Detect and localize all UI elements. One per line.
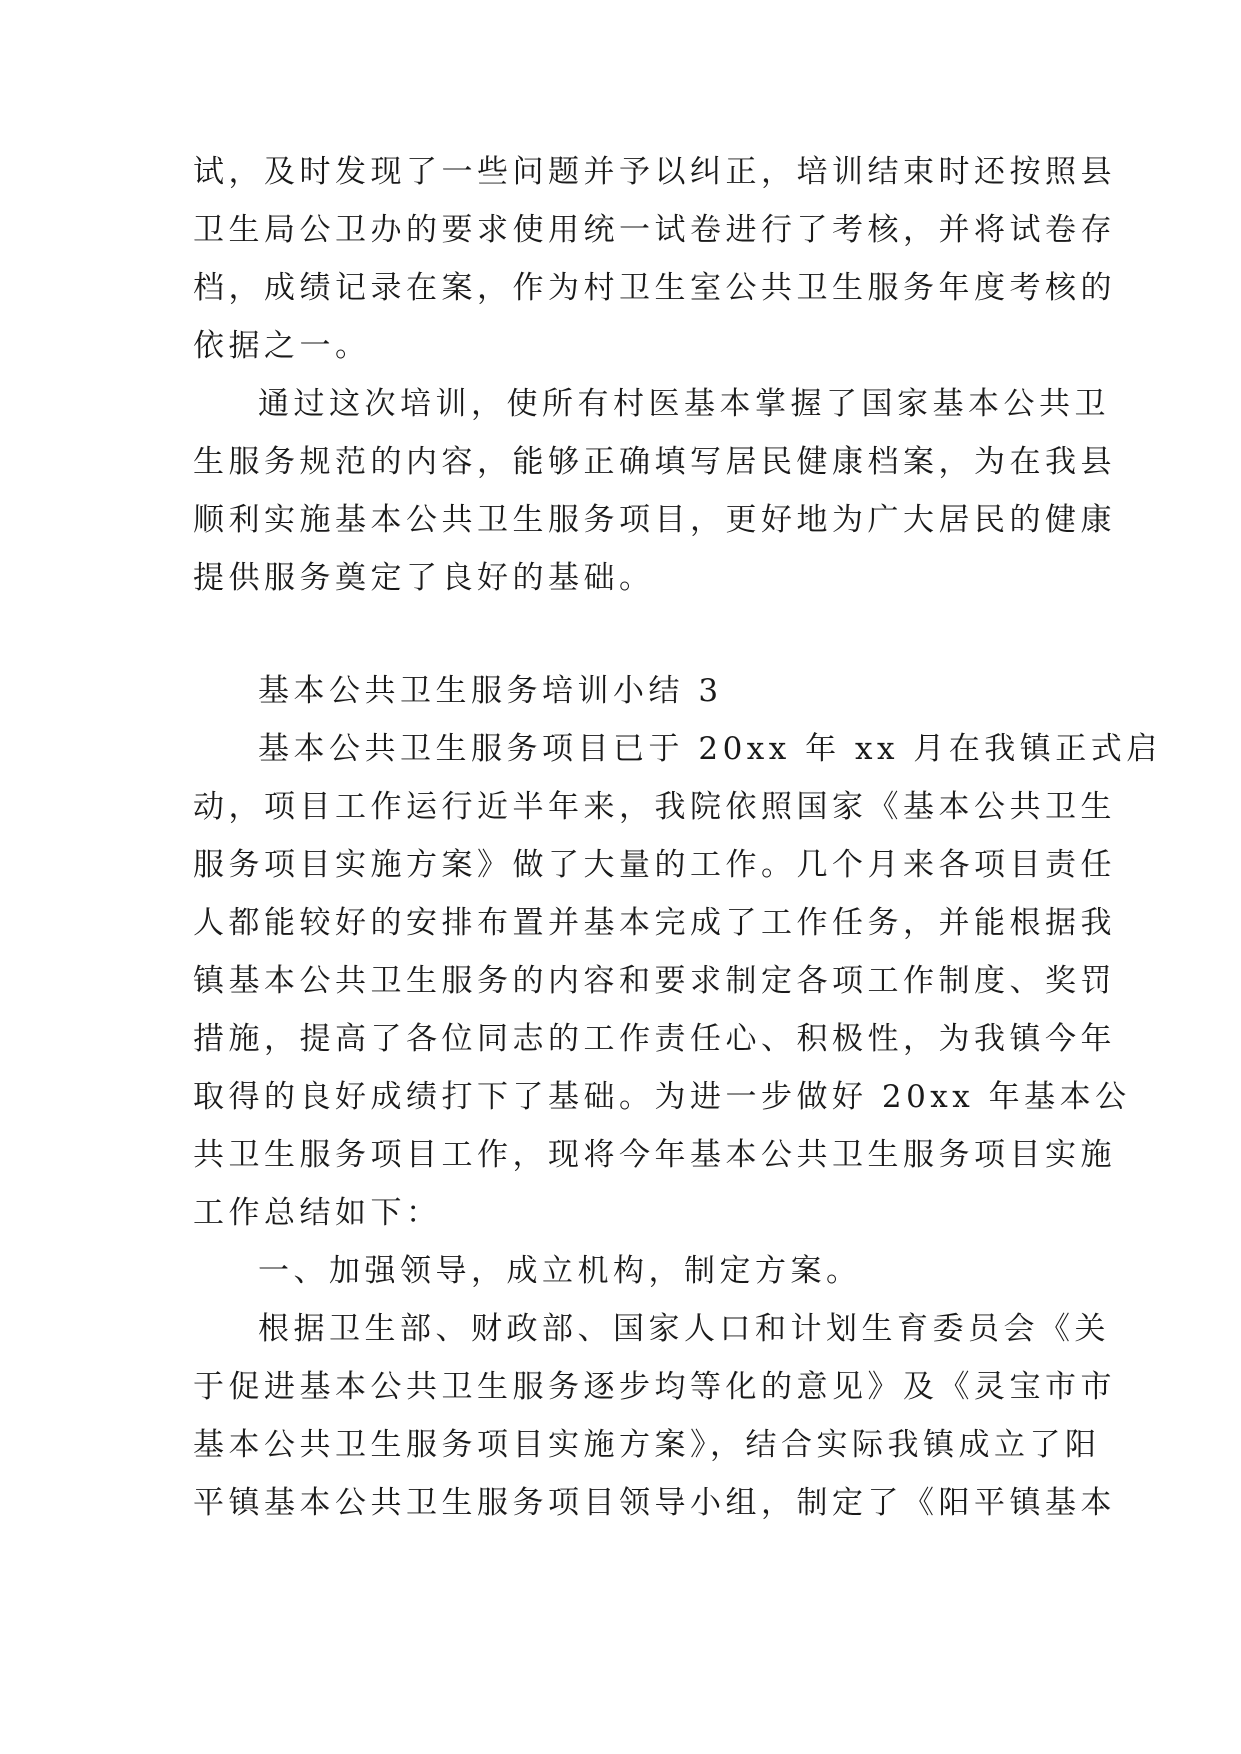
paragraph-2-line-4: 提供服务奠定了良好的基础。 <box>193 560 655 596</box>
paragraph-4-line-1: 根据卫生部、财政部、国家人口和计划生育委员会《关 <box>258 1311 1110 1347</box>
paragraph-3-line-7: 取得的良好成绩打下了基础。为进一步做好 20xx 年基本公 <box>193 1079 1131 1115</box>
paragraph-1-line-1: 试，及时发现了一些问题并予以纠正，培训结束时还按照县 <box>193 154 1116 190</box>
paragraph-1-line-2: 卫生局公卫办的要求使用统一试卷进行了考核，并将试卷存 <box>193 212 1116 248</box>
paragraph-2-line-1: 通过这次培训，使所有村医基本掌握了国家基本公共卫 <box>258 386 1110 422</box>
paragraph-3-line-5: 镇基本公共卫生服务的内容和要求制定各项工作制度、奖罚 <box>193 963 1116 999</box>
paragraph-2-line-3: 顺利实施基本公共卫生服务项目，更好地为广大居民的健康 <box>193 502 1116 538</box>
paragraph-3-line-9: 工作总结如下： <box>193 1195 442 1231</box>
paragraph-1-line-3: 档，成绩记录在案，作为村卫生室公共卫生服务年度考核的 <box>193 270 1116 306</box>
paragraph-3-line-2: 动，项目工作运行近半年来，我院依照国家《基本公共卫生 <box>193 789 1116 825</box>
paragraph-3-line-8: 共卫生服务项目工作，现将今年基本公共卫生服务项目实施 <box>193 1137 1116 1173</box>
paragraph-3-line-6: 措施，提高了各位同志的工作责任心、积极性，为我镇今年 <box>193 1021 1116 1057</box>
paragraph-3-line-3: 服务项目实施方案》做了大量的工作。几个月来各项目责任 <box>193 847 1116 883</box>
paragraph-4-line-4: 平镇基本公共卫生服务项目领导小组，制定了《阳平镇基本 <box>193 1485 1116 1521</box>
paragraph-4-line-3: 基本公共卫生服务项目实施方案》，结合实际我镇成立了阳 <box>193 1427 1101 1463</box>
section-title: 基本公共卫生服务培训小结 3 <box>258 673 723 709</box>
paragraph-2-line-2: 生服务规范的内容，能够正确填写居民健康档案，为在我县 <box>193 444 1116 480</box>
paragraph-3-line-4: 人都能较好的安排布置并基本完成了工作任务，并能根据我 <box>193 905 1116 941</box>
paragraph-4-line-2: 于促进基本公共卫生服务逐步均等化的意见》及《灵宝市市 <box>193 1369 1116 1405</box>
heading-1: 一、加强领导，成立机构，制定方案。 <box>258 1253 862 1289</box>
paragraph-3-line-1: 基本公共卫生服务项目已于 20xx 年 xx 月在我镇正式启 <box>258 731 1162 767</box>
paragraph-1-line-4: 依据之一。 <box>193 328 371 364</box>
